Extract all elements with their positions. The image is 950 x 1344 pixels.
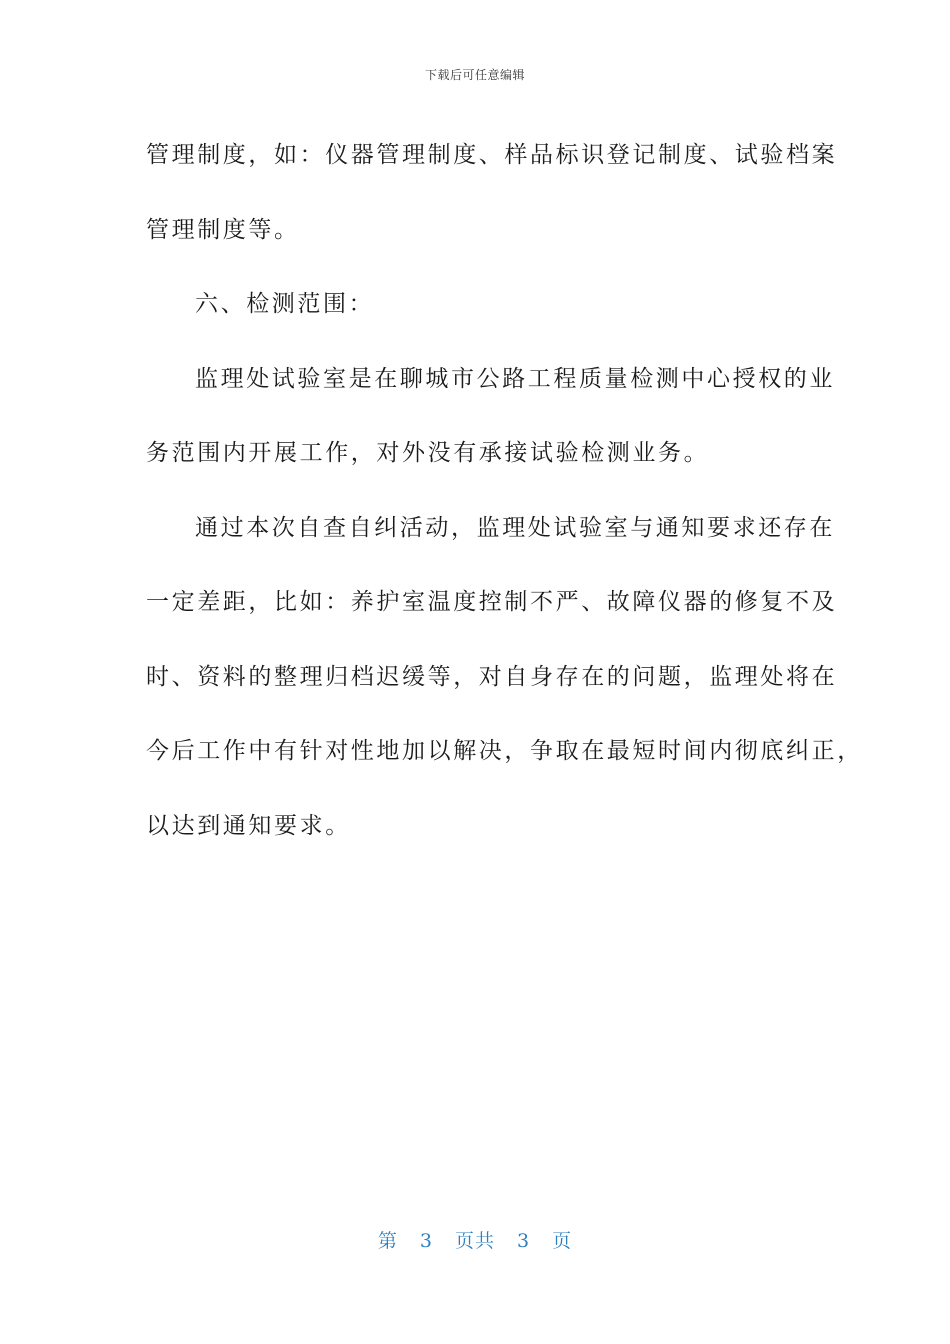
paragraph-management-systems xyxy=(146,118,838,267)
text-line: 管理制度等。 xyxy=(146,216,300,243)
section-heading: 六、检测范围： xyxy=(195,291,375,317)
footer-prefix: 第 xyxy=(377,1230,398,1252)
footer-total-pages: 3 xyxy=(517,1230,531,1252)
text-line: 以达到通知要求。 xyxy=(146,812,351,839)
text-line: 时、资料的整理归档迟缓等，对自身存在的问题，监理处将在 xyxy=(146,663,838,690)
footer-current-page: 3 xyxy=(419,1230,433,1252)
header-note: 下载后可任意编辑 xyxy=(424,68,525,82)
text-line: 管理制度，如：仪器管理制度、样品标识登记制度、试验档案 xyxy=(146,142,838,168)
footer-middle: 页共 xyxy=(454,1230,495,1252)
text-line: 一定差距，比如：养护室温度控制不严、故障仪器的修复不及 xyxy=(146,589,838,615)
text-line: 务范围内开展工作，对外没有承接试验检测业务。 xyxy=(146,440,710,466)
text-line: 通过本次自查自纠活动，监理处试验室与通知要求还存在 xyxy=(195,514,835,541)
text-line: 监理处试验室是在聊城市公路工程质量检测中心授权的业 xyxy=(195,365,835,392)
section-heading-testing-scope xyxy=(146,267,806,342)
document-body xyxy=(146,118,863,863)
footer-suffix: 页 xyxy=(552,1230,573,1252)
paragraph-scope-description xyxy=(146,342,835,491)
page-footer xyxy=(0,1226,950,1253)
text-line: 今后工作中有针对性地加以解决，争取在最短时间内彻底纠正， xyxy=(146,738,863,764)
paragraph-self-inspection xyxy=(146,491,863,864)
